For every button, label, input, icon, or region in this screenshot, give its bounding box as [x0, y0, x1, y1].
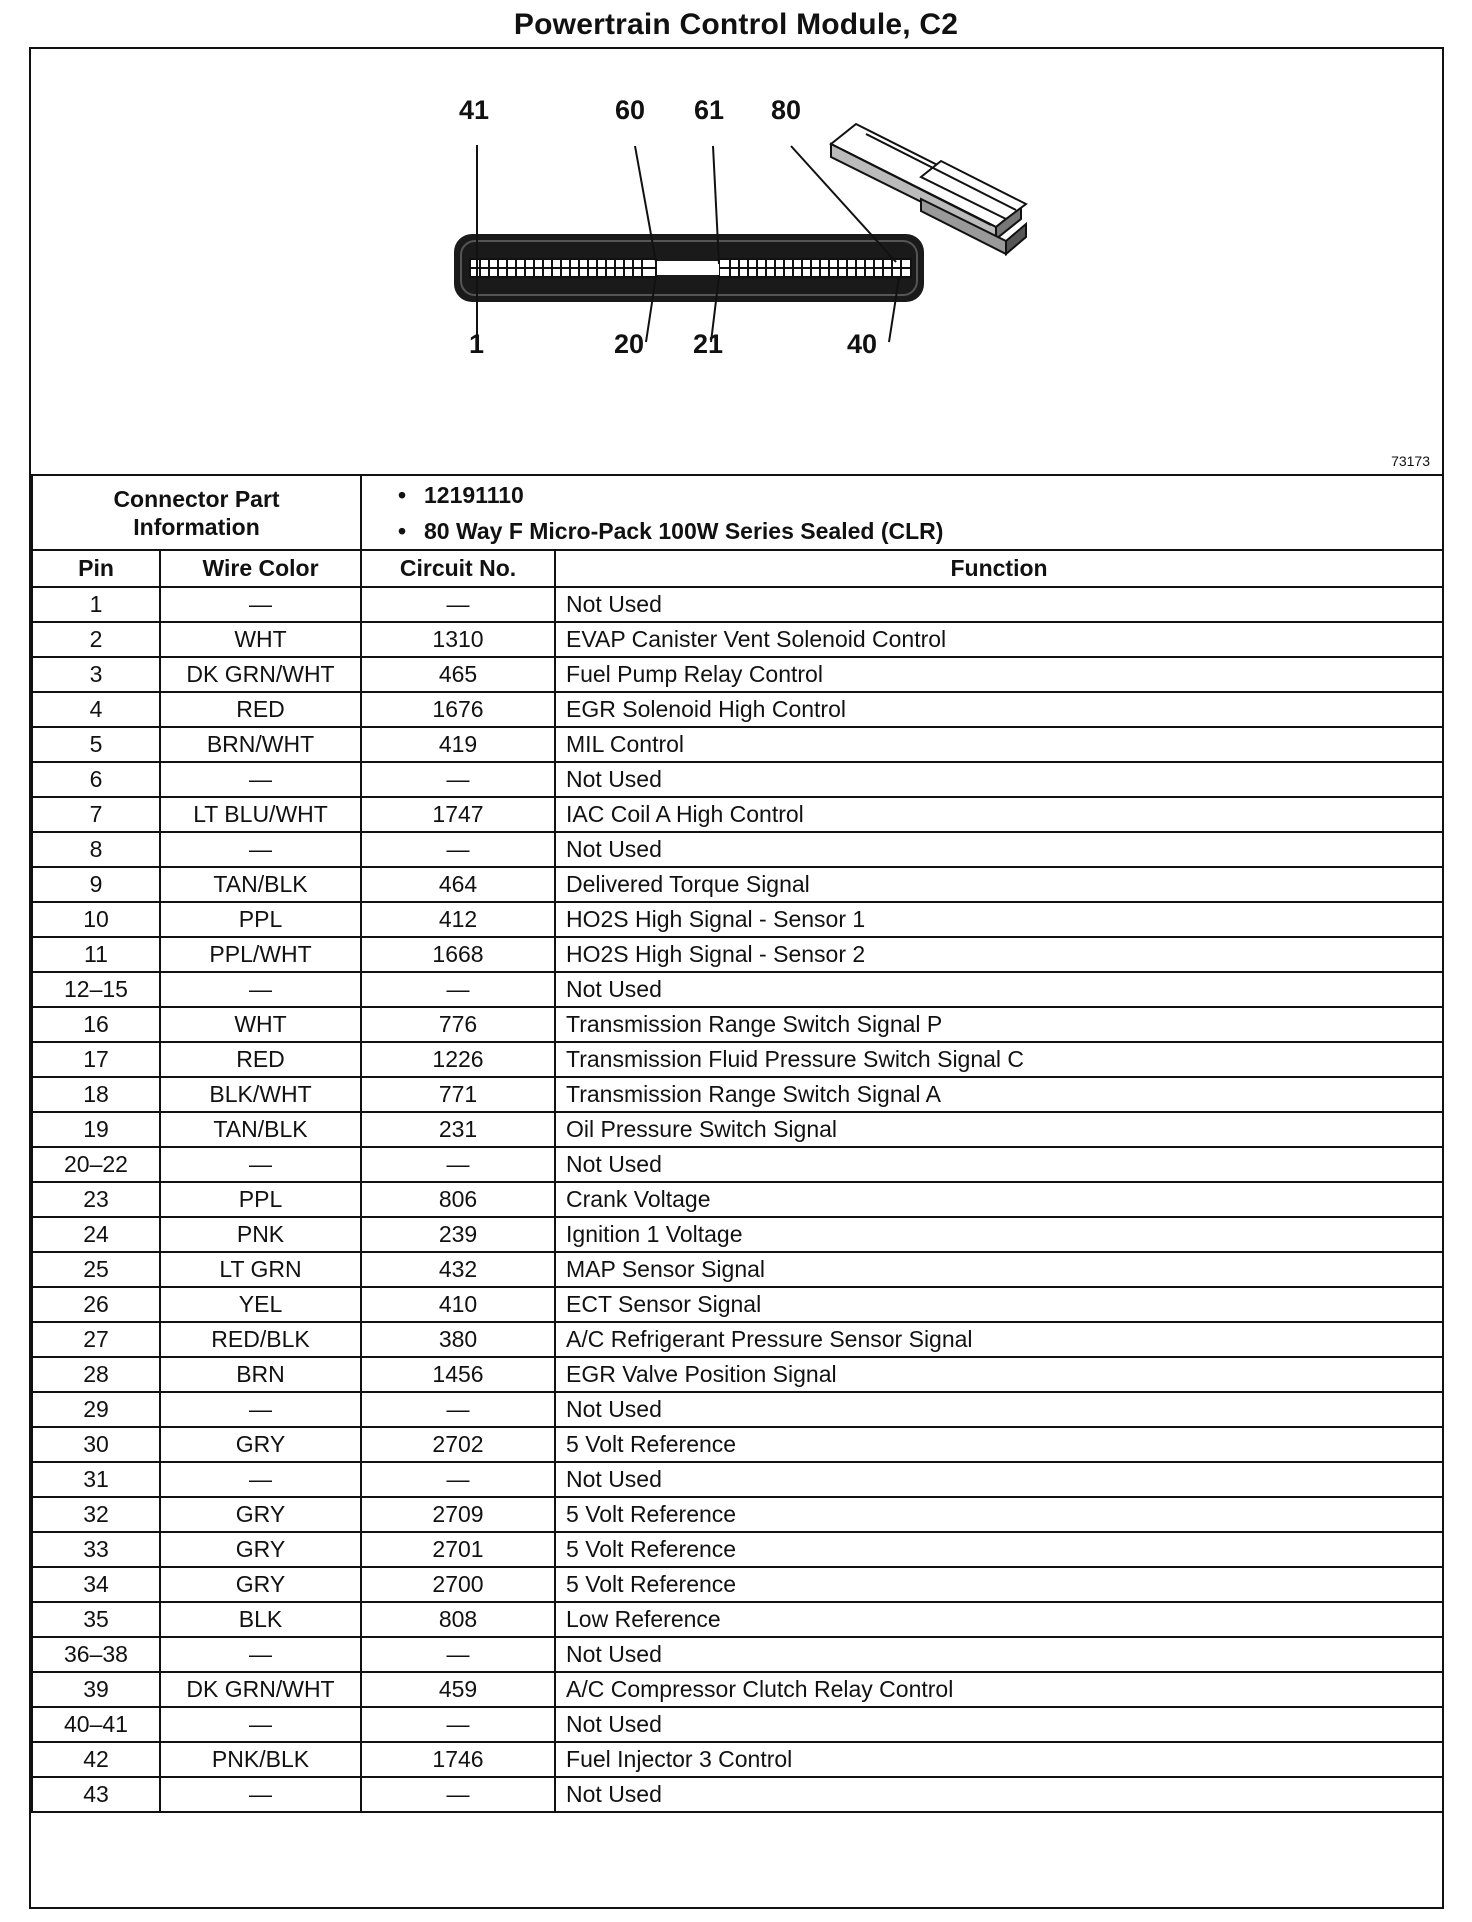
wire-color-cell: TAN/BLK [160, 867, 361, 902]
function-cell: Delivered Torque Signal [555, 867, 1443, 902]
wire-color-cell: GRY [160, 1497, 361, 1532]
wire-color-cell: — [160, 972, 361, 1007]
table-row [32, 937, 1443, 972]
function-cell: EVAP Canister Vent Solenoid Control [555, 622, 1443, 657]
function-cell: 5 Volt Reference [555, 1427, 1443, 1462]
circuit-cell: — [361, 1392, 555, 1427]
table-row [32, 1287, 1443, 1322]
function-cell: A/C Compressor Clutch Relay Control [555, 1672, 1443, 1707]
wire-color-cell: RED/BLK [160, 1322, 361, 1357]
pin-cell: 5 [32, 727, 160, 762]
circuit-cell: 410 [361, 1287, 555, 1322]
pin-cell: 20–22 [32, 1147, 160, 1182]
circuit-cell: 1226 [361, 1042, 555, 1077]
circuit-cell: — [361, 762, 555, 797]
part-description-line [398, 513, 1442, 549]
function-cell: Transmission Range Switch Signal A [555, 1077, 1443, 1112]
pin-cell: 25 [32, 1252, 160, 1287]
table-row [32, 692, 1443, 727]
wire-color-cell: GRY [160, 1532, 361, 1567]
pin-cell: 17 [32, 1042, 160, 1077]
function-cell: Not Used [555, 972, 1443, 1007]
circuit-cell: — [361, 587, 555, 622]
circuit-cell: 412 [361, 902, 555, 937]
function-cell: IAC Coil A High Control [555, 797, 1443, 832]
function-cell: EGR Solenoid High Control [555, 692, 1443, 727]
function-cell: Not Used [555, 587, 1443, 622]
circuit-cell: — [361, 1777, 555, 1812]
pin-cell: 3 [32, 657, 160, 692]
pin-cell: 12–15 [32, 972, 160, 1007]
wire-color-cell: LT GRN [160, 1252, 361, 1287]
pin-label-80: 80 [771, 95, 802, 125]
function-cell: Crank Voltage [555, 1182, 1443, 1217]
function-cell: Not Used [555, 1707, 1443, 1742]
pin-cell: 40–41 [32, 1707, 160, 1742]
wire-color-cell: PPL/WHT [160, 937, 361, 972]
wire-color-cell: TAN/BLK [160, 1112, 361, 1147]
table-row [32, 1427, 1443, 1462]
pin-cell: 9 [32, 867, 160, 902]
circuit-cell: 464 [361, 867, 555, 902]
pin-cell: 11 [32, 937, 160, 972]
wire-color-cell: PNK/BLK [160, 1742, 361, 1777]
table-header-row [32, 550, 1443, 587]
circuit-cell: — [361, 1147, 555, 1182]
table-row [32, 1672, 1443, 1707]
connector-diagram [31, 49, 1442, 474]
table-row [32, 972, 1443, 1007]
table-row [32, 1567, 1443, 1602]
connector-info-row [32, 475, 1443, 550]
wire-color-cell: BRN/WHT [160, 727, 361, 762]
circuit-cell: 459 [361, 1672, 555, 1707]
table-row [32, 902, 1443, 937]
wire-color-cell: — [160, 1637, 361, 1672]
pin-label-20: 20 [614, 329, 645, 359]
pin-cell: 24 [32, 1217, 160, 1252]
table-row [32, 1602, 1443, 1637]
circuit-cell: 1310 [361, 622, 555, 657]
wire-color-cell: LT BLU/WHT [160, 797, 361, 832]
pin-cell: 32 [32, 1497, 160, 1532]
function-cell: Ignition 1 Voltage [555, 1217, 1443, 1252]
wire-color-cell: — [160, 762, 361, 797]
circuit-cell: 1668 [361, 937, 555, 972]
wire-color-cell: — [160, 1777, 361, 1812]
circuit-cell: 2709 [361, 1497, 555, 1532]
wire-color-cell: — [160, 587, 361, 622]
function-cell: Not Used [555, 1147, 1443, 1182]
function-cell: 5 Volt Reference [555, 1497, 1443, 1532]
connector-part-info-values [361, 475, 1443, 550]
pin-cell: 26 [32, 1287, 160, 1322]
wire-color-cell: — [160, 1392, 361, 1427]
pin-cell: 35 [32, 1602, 160, 1637]
document-frame [29, 47, 1444, 1909]
table-row [32, 1777, 1443, 1812]
connector-drawing [31, 49, 1442, 474]
table-row [32, 1742, 1443, 1777]
bullet-icon: • [398, 517, 407, 544]
pin-cell: 42 [32, 1742, 160, 1777]
pin-cell: 33 [32, 1532, 160, 1567]
circuit-cell: 1456 [361, 1357, 555, 1392]
pin-cell: 16 [32, 1007, 160, 1042]
pin-cell: 28 [32, 1357, 160, 1392]
function-cell: Not Used [555, 832, 1443, 867]
circuit-cell: — [361, 972, 555, 1007]
function-cell: A/C Refrigerant Pressure Sensor Signal [555, 1322, 1443, 1357]
table-row [32, 1497, 1443, 1532]
table-row [32, 1532, 1443, 1567]
circuit-cell: 771 [361, 1077, 555, 1112]
table-row [32, 867, 1443, 902]
table-row [32, 727, 1443, 762]
pin-cell: 7 [32, 797, 160, 832]
wire-color-cell: BLK [160, 1602, 361, 1637]
pin-cell: 10 [32, 902, 160, 937]
pinout-table [31, 474, 1444, 1813]
table-row [32, 1182, 1443, 1217]
function-cell: Not Used [555, 1637, 1443, 1672]
table-row [32, 1007, 1443, 1042]
table-row [32, 1322, 1443, 1357]
function-cell: Not Used [555, 1462, 1443, 1497]
wire-color-cell: WHT [160, 622, 361, 657]
wire-color-cell: BLK/WHT [160, 1077, 361, 1112]
circuit-cell: 2701 [361, 1532, 555, 1567]
pin-cell: 27 [32, 1322, 160, 1357]
pin-cell: 4 [32, 692, 160, 727]
function-cell: Not Used [555, 1777, 1443, 1812]
wire-color-cell: PPL [160, 1182, 361, 1217]
function-cell: Transmission Range Switch Signal P [555, 1007, 1443, 1042]
bullet-icon: • [398, 481, 407, 508]
wire-color-cell: WHT [160, 1007, 361, 1042]
table-row [32, 1462, 1443, 1497]
wire-color-cell: GRY [160, 1427, 361, 1462]
circuit-cell: 2700 [361, 1567, 555, 1602]
page-title: Powertrain Control Module, C2 [513, 8, 959, 41]
pin-cell: 23 [32, 1182, 160, 1217]
pin-cell: 29 [32, 1392, 160, 1427]
circuit-cell: 1747 [361, 797, 555, 832]
circuit-cell: 776 [361, 1007, 555, 1042]
circuit-cell: 419 [361, 727, 555, 762]
pin-cell: 43 [32, 1777, 160, 1812]
circuit-cell: 380 [361, 1322, 555, 1357]
circuit-cell: 1746 [361, 1742, 555, 1777]
pinout-table-body [32, 475, 1443, 1812]
wire-color-cell: BRN [160, 1357, 361, 1392]
wire-color-cell: RED [160, 1042, 361, 1077]
table-row [32, 762, 1443, 797]
function-cell: Fuel Pump Relay Control [555, 657, 1443, 692]
table-row [32, 1042, 1443, 1077]
part-description: 80 Way F Micro-Pack 100W Series Sealed (CLR) [424, 517, 944, 544]
circuit-cell: 231 [361, 1112, 555, 1147]
circuit-cell: — [361, 1707, 555, 1742]
pin-cell: 2 [32, 622, 160, 657]
pin-cell: 36–38 [32, 1637, 160, 1672]
pin-label-41: 41 [459, 95, 490, 125]
wire-color-cell: PPL [160, 902, 361, 937]
circuit-cell: 465 [361, 657, 555, 692]
wire-color-cell: DK GRN/WHT [160, 1672, 361, 1707]
header-circuit: Circuit No. [361, 550, 555, 587]
function-cell: MIL Control [555, 727, 1443, 762]
pin-cell: 18 [32, 1077, 160, 1112]
table-row [32, 1637, 1443, 1672]
pin-cell: 8 [32, 832, 160, 867]
table-row [32, 832, 1443, 867]
pin-label-1: 1 [469, 329, 485, 359]
pin-label-61: 61 [694, 95, 725, 125]
table-row [32, 587, 1443, 622]
pin-label-21: 21 [693, 329, 724, 359]
pin-cell: 1 [32, 587, 160, 622]
function-cell: Low Reference [555, 1602, 1443, 1637]
pin-cell: 34 [32, 1567, 160, 1602]
wire-color-cell: — [160, 832, 361, 867]
table-row [32, 657, 1443, 692]
function-cell: EGR Valve Position Signal [555, 1357, 1443, 1392]
pin-cell: 19 [32, 1112, 160, 1147]
function-cell: ECT Sensor Signal [555, 1287, 1443, 1322]
circuit-cell: 806 [361, 1182, 555, 1217]
wire-color-cell: GRY [160, 1567, 361, 1602]
table-row [32, 1147, 1443, 1182]
wire-color-cell: YEL [160, 1287, 361, 1322]
drawing-id: 73173 [1391, 453, 1430, 469]
function-cell: MAP Sensor Signal [555, 1252, 1443, 1287]
table-row [32, 1357, 1443, 1392]
wire-color-cell: — [160, 1147, 361, 1182]
part-number: 12191110 [424, 481, 524, 508]
table-row [32, 1252, 1443, 1287]
circuit-cell: 2702 [361, 1427, 555, 1462]
circuit-cell: — [361, 832, 555, 867]
wire-color-cell: — [160, 1707, 361, 1742]
circuit-cell: 239 [361, 1217, 555, 1252]
function-cell: HO2S High Signal - Sensor 1 [555, 902, 1443, 937]
function-cell: Not Used [555, 762, 1443, 797]
wire-color-cell: RED [160, 692, 361, 727]
table-row [32, 1707, 1443, 1742]
function-cell: 5 Volt Reference [555, 1567, 1443, 1602]
function-cell: Fuel Injector 3 Control [555, 1742, 1443, 1777]
pin-cell: 31 [32, 1462, 160, 1497]
pin-cell: 39 [32, 1672, 160, 1707]
circuit-cell: 1676 [361, 692, 555, 727]
header-pin: Pin [32, 550, 160, 587]
function-cell: 5 Volt Reference [555, 1532, 1443, 1567]
part-number-line [398, 477, 1442, 513]
connector-part-info-label: Connector Part Information [32, 475, 361, 550]
wire-color-cell: DK GRN/WHT [160, 657, 361, 692]
function-cell: Transmission Fluid Pressure Switch Signal C [555, 1042, 1443, 1077]
wire-color-cell: — [160, 1462, 361, 1497]
table-row [32, 1112, 1443, 1147]
pin-cell: 6 [32, 762, 160, 797]
circuit-cell: — [361, 1462, 555, 1497]
pin-label-40: 40 [847, 329, 878, 359]
function-cell: Oil Pressure Switch Signal [555, 1112, 1443, 1147]
function-cell: Not Used [555, 1392, 1443, 1427]
wire-color-cell: PNK [160, 1217, 361, 1252]
table-row [32, 797, 1443, 832]
table-row [32, 1392, 1443, 1427]
circuit-cell: 808 [361, 1602, 555, 1637]
pin-cell: 30 [32, 1427, 160, 1462]
header-wire-color: Wire Color [160, 550, 361, 587]
header-function: Function [555, 550, 1443, 587]
pin-label-60: 60 [615, 95, 646, 125]
circuit-cell: 432 [361, 1252, 555, 1287]
function-cell: HO2S High Signal - Sensor 2 [555, 937, 1443, 972]
table-row [32, 1077, 1443, 1112]
table-row [32, 1217, 1443, 1252]
circuit-cell: — [361, 1637, 555, 1672]
table-row [32, 622, 1443, 657]
